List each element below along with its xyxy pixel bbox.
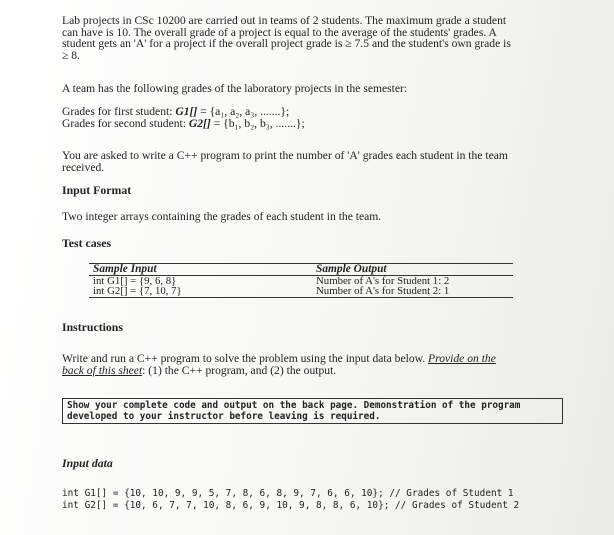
g2-variable: G2[] bbox=[188, 117, 211, 130]
grades-second-student bbox=[62, 118, 305, 130]
g1-set: = {a₁, a₂, a₃, .......}; bbox=[200, 105, 290, 118]
sample-output-cell: Number of A's for Student 2: 1 bbox=[316, 285, 450, 297]
task-line-2: received. bbox=[62, 160, 105, 174]
task-line-1: You are asked to write a C++ program to print the number of 'A' grades each student in the team bbox=[62, 149, 508, 162]
instructions-line-2 bbox=[62, 365, 496, 377]
notice-box bbox=[62, 398, 563, 424]
intro-line-3: student gets an 'A' for a project if the overall project grade is ≥ 7.5 and the student's own grade is bbox=[62, 37, 511, 50]
back-of-sheet-link: Provide on the bbox=[428, 352, 496, 365]
back-of-sheet-link-continued: back of this sheet bbox=[62, 363, 143, 377]
task-paragraph bbox=[62, 150, 508, 173]
intro-paragraph bbox=[62, 15, 511, 61]
team-description: A team has the following grades of the laboratory projects in the semester: bbox=[62, 82, 408, 95]
grades-first-student bbox=[62, 106, 289, 118]
instructions-text-continued: : (1) the C++ program, and (2) the output. bbox=[142, 363, 337, 377]
instructions-paragraph bbox=[62, 353, 496, 376]
g1-variable: G1[] bbox=[175, 105, 198, 118]
notice-line-1: Show your complete code and output on the back page. Demonstration of the program bbox=[67, 400, 521, 411]
sample-input-cell: int G2[] = {7, 10, 7} bbox=[93, 285, 182, 297]
intro-line-2: can have is 10. The overall grade of a project is equal to the average of the students' grades. A bbox=[62, 25, 497, 39]
intro-line-1: Lab projects in CSc 10200 are carried out in teams of 2 students. The maximum grade a student bbox=[62, 14, 507, 27]
g2-label: Grades for second student: bbox=[62, 117, 186, 130]
input-data-line-2: int G2[] = {10, 6, 7, 7, 10, 8, 6, 9, 10, 9, 8, 8, 6, 10}; // Grades of Student 2 bbox=[62, 500, 520, 511]
sample-output-header: Sample Output bbox=[316, 263, 387, 275]
instructions-heading: Instructions bbox=[62, 320, 123, 334]
sample-output-cell: Number of A's for Student 1: 2 bbox=[316, 275, 450, 287]
sample-input-header: Sample Input bbox=[93, 263, 157, 275]
g1-label: Grades for first student: bbox=[62, 105, 173, 118]
notice-line-2: developed to your instructor before leaving is required. bbox=[67, 411, 381, 422]
test-cases-heading: Test cases bbox=[62, 236, 112, 250]
sample-table-row bbox=[89, 286, 513, 297]
sample-table bbox=[89, 263, 513, 298]
input-data-line-1: int G1[] = {10, 10, 9, 9, 5, 7, 8, 6, 8, 9, 7, 6, 6, 10}; // Grades of Student 1 bbox=[62, 488, 514, 499]
intro-line-4: ≥ 8. bbox=[62, 48, 80, 62]
g2-set: = {b₁, b₂, b₃, .......}; bbox=[213, 117, 305, 130]
instructions-text: Write and run a C++ program to solve the problem using the input data below. bbox=[62, 352, 426, 365]
input-format-text: Two integer arrays containing the grades of each student in the team. bbox=[62, 210, 382, 223]
sample-input-cell: int G1[] = {9, 6, 8} bbox=[93, 275, 177, 287]
input-data-heading: Input data bbox=[62, 456, 113, 470]
input-format-heading: Input Format bbox=[62, 183, 132, 197]
